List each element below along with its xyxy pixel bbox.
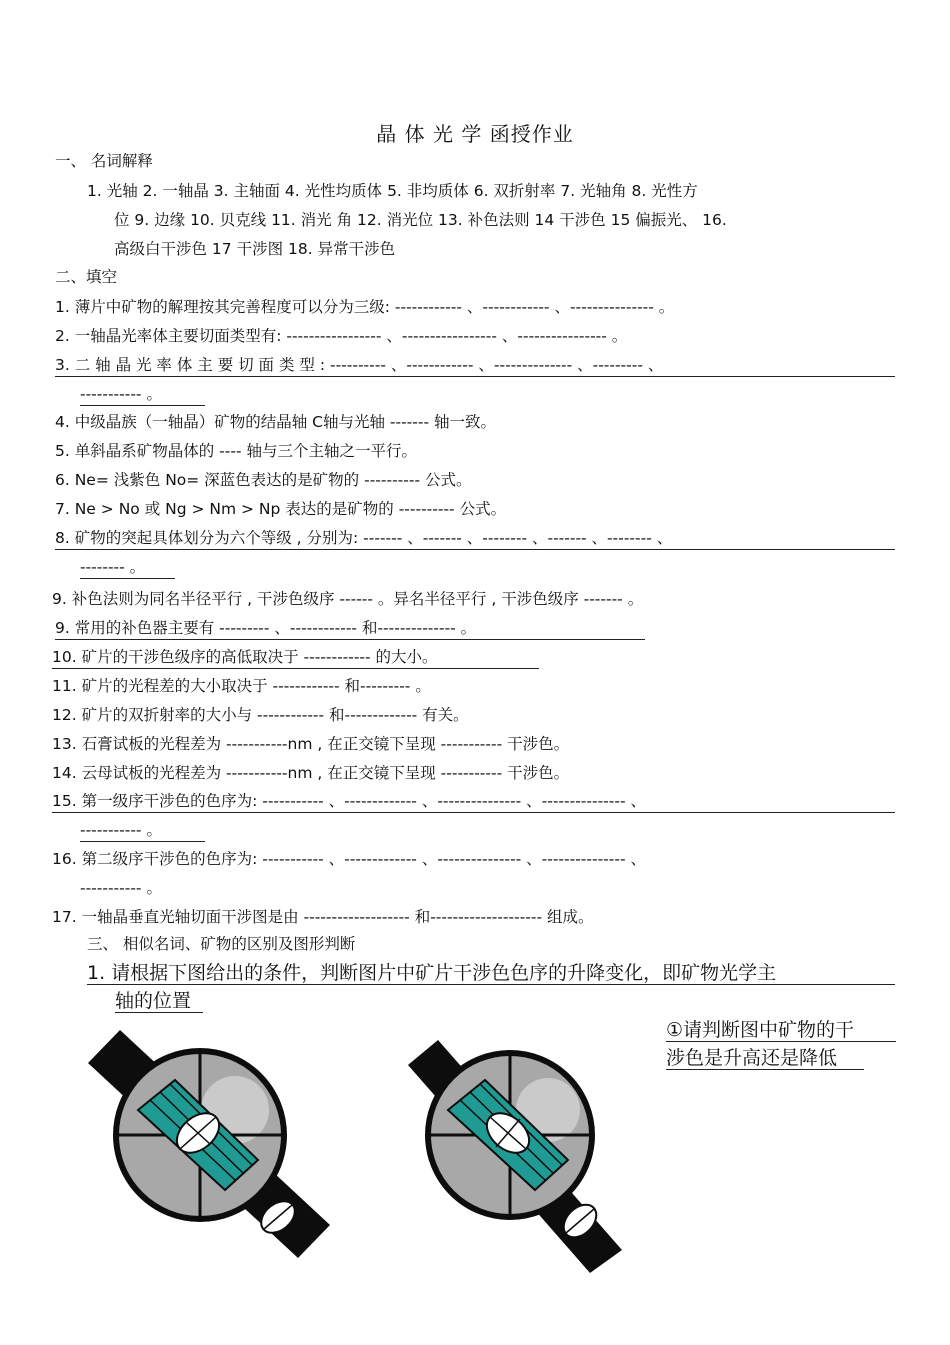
- page-title: 晶 体 光 学 函授作业: [376, 122, 574, 146]
- question-11: 11. 矿片的光程差的大小取决于 ------------ 和--------- 。: [52, 677, 431, 695]
- question-15-line-2: ----------- 。: [80, 819, 205, 842]
- terms-line-2: 位 9. 边缘 10. 贝克线 11. 消光 角 12. 消光位 13. 补色法则 14 干涉色 15 偏振光、 16.: [114, 211, 727, 229]
- question-6: 6. Ne= 浅紫色 No= 深蓝色表达的是矿物的 ---------- 公式。: [55, 471, 472, 489]
- section3-question-1-line-1: 1. 请根据下图给出的条件，判断图片中矿片干涉色色序的升降变化，即矿物光学主: [87, 962, 895, 985]
- question-2: 2. 一轴晶光率体主要切面类型有: ----------------- 、----------------- 、---------------- 。: [55, 327, 628, 345]
- question-9a: 9. 补色法则为同名半径平行 , 干涉色级序 ------ 。异名半径平行 , 干涉色级序 ------- 。: [52, 590, 644, 608]
- question-5: 5. 单斜晶系矿物晶体的 ---- 轴与三个主轴之一平行。: [55, 442, 417, 460]
- microscope-figure-2: [400, 1035, 630, 1275]
- microscope-figure-1: [80, 1025, 340, 1265]
- side-question-line-2: 涉色是升高还是降低: [666, 1047, 864, 1070]
- section3-heading: 三、 相似名词、矿物的区别及图形判断: [87, 935, 356, 953]
- question-12: 12. 矿片的双折射率的大小与 ------------ 和------------- 有关。: [52, 706, 469, 724]
- section2-heading: 二、填空: [55, 268, 118, 286]
- question-17: 17. 一轴晶垂直光轴切面干涉图是由 ------------------- 和-------------------- 组成。: [52, 908, 594, 926]
- question-10: 10. 矿片的干涉色级序的高低取决于 ------------ 的大小。: [52, 646, 539, 669]
- question-14: 14. 云母试板的光程差为 -----------nm , 在正交镜下呈现 ----------- 干涉色。: [52, 764, 570, 782]
- terms-line-3: 高级白干涉色 17 干涉图 18. 异常干涉色: [114, 240, 396, 258]
- question-8-line-2: -------- 。: [80, 556, 175, 579]
- question-16-line-1: 16. 第二级序干涉色的色序为: ----------- 、------------- 、--------------- 、--------------- 、: [52, 850, 646, 868]
- question-15-line-1: 15. 第一级序干涉色的色序为: ----------- 、------------- 、--------------- 、--------------- 、: [52, 790, 895, 813]
- question-3-line-1: 3. 二 轴 晶 光 率 体 主 要 切 面 类 型 : ---------- 、------------ 、-------------- 、--------- 、: [55, 354, 895, 377]
- terms-line-1: 1. 光轴 2. 一轴晶 3. 主轴面 4. 光性均质体 5. 非均质体 6. 双折射率 7. 光轴角 8. 光性方: [87, 182, 698, 200]
- question-3-line-2: ----------- 。: [80, 383, 205, 406]
- question-13: 13. 石膏试板的光程差为 -----------nm , 在正交镜下呈现 ----------- 干涉色。: [52, 735, 570, 753]
- question-9b: 9. 常用的补色器主要有 --------- 、------------ 和-------------- 。: [55, 617, 645, 640]
- question-8-line-1: 8. 矿物的突起具体划分为六个等级 , 分别为: ------- 、------- 、-------- 、------- 、-------- 、: [55, 527, 895, 550]
- question-7: 7. Ne > No 或 Ng > Nm > Np 表达的是矿物的 ---------- 公式。: [55, 500, 507, 518]
- question-4: 4. 中级晶族（一轴晶）矿物的结晶轴 C轴与光轴 ------- 轴一致。: [55, 413, 496, 431]
- section1-heading: 一、 名词解释: [55, 152, 153, 170]
- section3-question-1-line-2: 轴的位置: [115, 990, 203, 1013]
- side-question-line-1: ①请判断图中矿物的干: [666, 1019, 896, 1042]
- question-1: 1. 薄片中矿物的解理按其完善程度可以分为三级: ------------ 、------------ 、--------------- 。: [55, 298, 675, 316]
- question-16-line-2: ----------- 。: [80, 879, 162, 897]
